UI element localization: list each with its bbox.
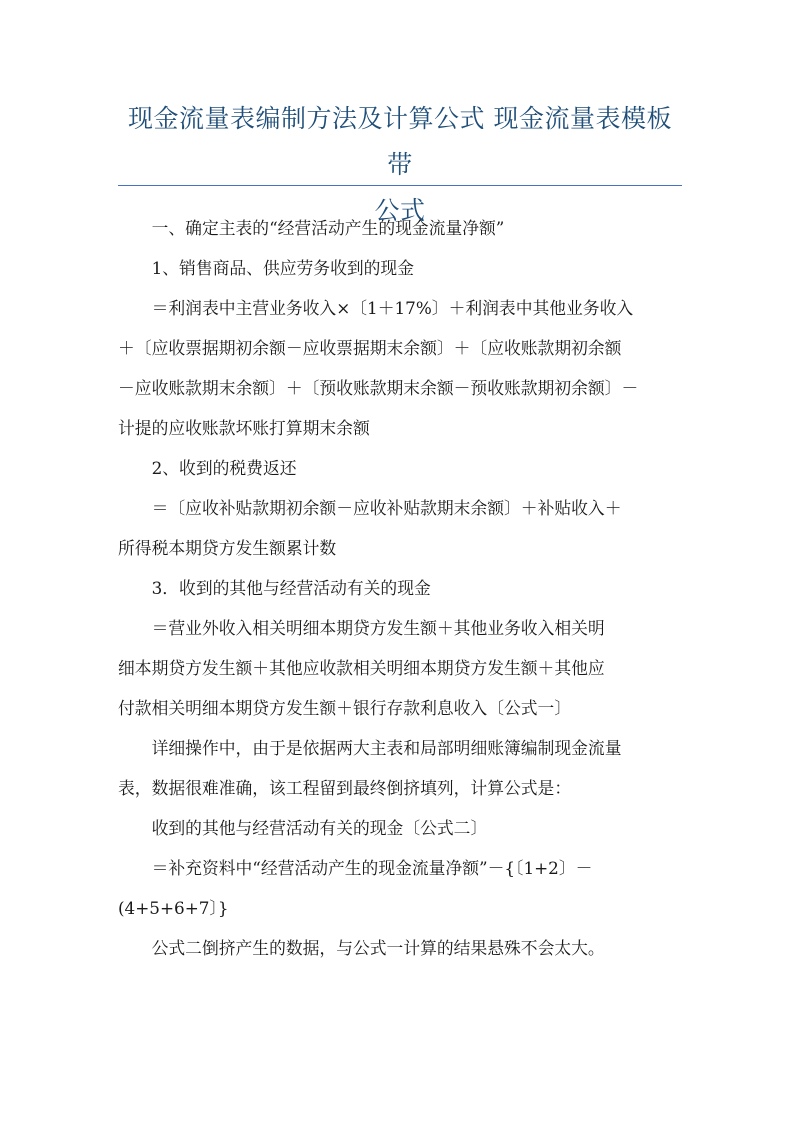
formula-two-heading [118,808,688,848]
document-body [118,208,688,968]
text-line: 所得税本期贷方发生额累计数 [118,538,337,558]
text-line: 3．收到的其他与经营活动有关的现金 [151,578,431,598]
text-line: 1、销售商品、供应劳务收到的现金 [151,258,414,278]
text-line: 付款相关明细本期贷方发生额＋银行存款利息收入〔公式一〕 [118,698,572,718]
item-2-formula [118,488,688,568]
text-line: ＋〔应收票据期初余额－应收票据期末余额〕＋〔应收账款期初余额 [118,338,622,358]
text-line: ＝〔应收补贴款期初余额－应收补贴款期末余额〕＋补贴收入＋ [151,498,622,518]
text-line: (4+5+6+7〕} [118,898,229,918]
operation-note [118,728,688,808]
text-line: 公式二倒挤产生的数据，与公式一计算的结果悬殊不会太大。 [151,938,605,958]
conclusion [118,928,688,968]
item-3-heading [118,568,688,608]
text-line: 2、收到的税费返还 [151,458,297,478]
item-2-heading [118,448,688,488]
text-line: 收到的其他与经营活动有关的现金〔公式二〕 [151,818,488,838]
title-divider [118,185,682,186]
text-line: ＝补充资料中“经营活动产生的现金流量净额”－{〔1+2〕－ [151,858,593,878]
text-line: ＝利润表中主营业务收入×〔1＋17%〕＋利润表中其他业务收入 [151,298,634,318]
text-line: 细本期贷方发生额＋其他应收款相关明细本期贷方发生额＋其他应 [118,658,605,678]
title-line-2: 公式 [374,196,426,225]
text-line: －应收账款期末余额〕＋〔预收账款期末余额－预收账款期初余额〕－ [118,378,639,398]
text-line: ＝营业外收入相关明细本期贷方发生额＋其他业务收入相关明 [151,618,605,638]
formula-two [118,848,688,928]
text-line: 计提的应收账款坏账打算期末余额 [118,418,370,438]
text-line: 一、确定主表的“经营活动产生的现金流量净额” [151,218,505,238]
item-1-heading [118,248,688,288]
heading-operating-cash-flow [118,208,688,248]
text-line: 详细操作中，由于是依据两大主表和局部明细账簿编制现金流量 [151,738,622,758]
item-3-formula-one [118,608,688,728]
item-1-formula [118,288,688,448]
text-line: 表，数据很难准确，该工程留到最终倒挤填列，计算公式是： [118,778,572,798]
title-line-1: 现金流量表编制方法及计算公式 现金流量表模板带 [128,104,672,179]
